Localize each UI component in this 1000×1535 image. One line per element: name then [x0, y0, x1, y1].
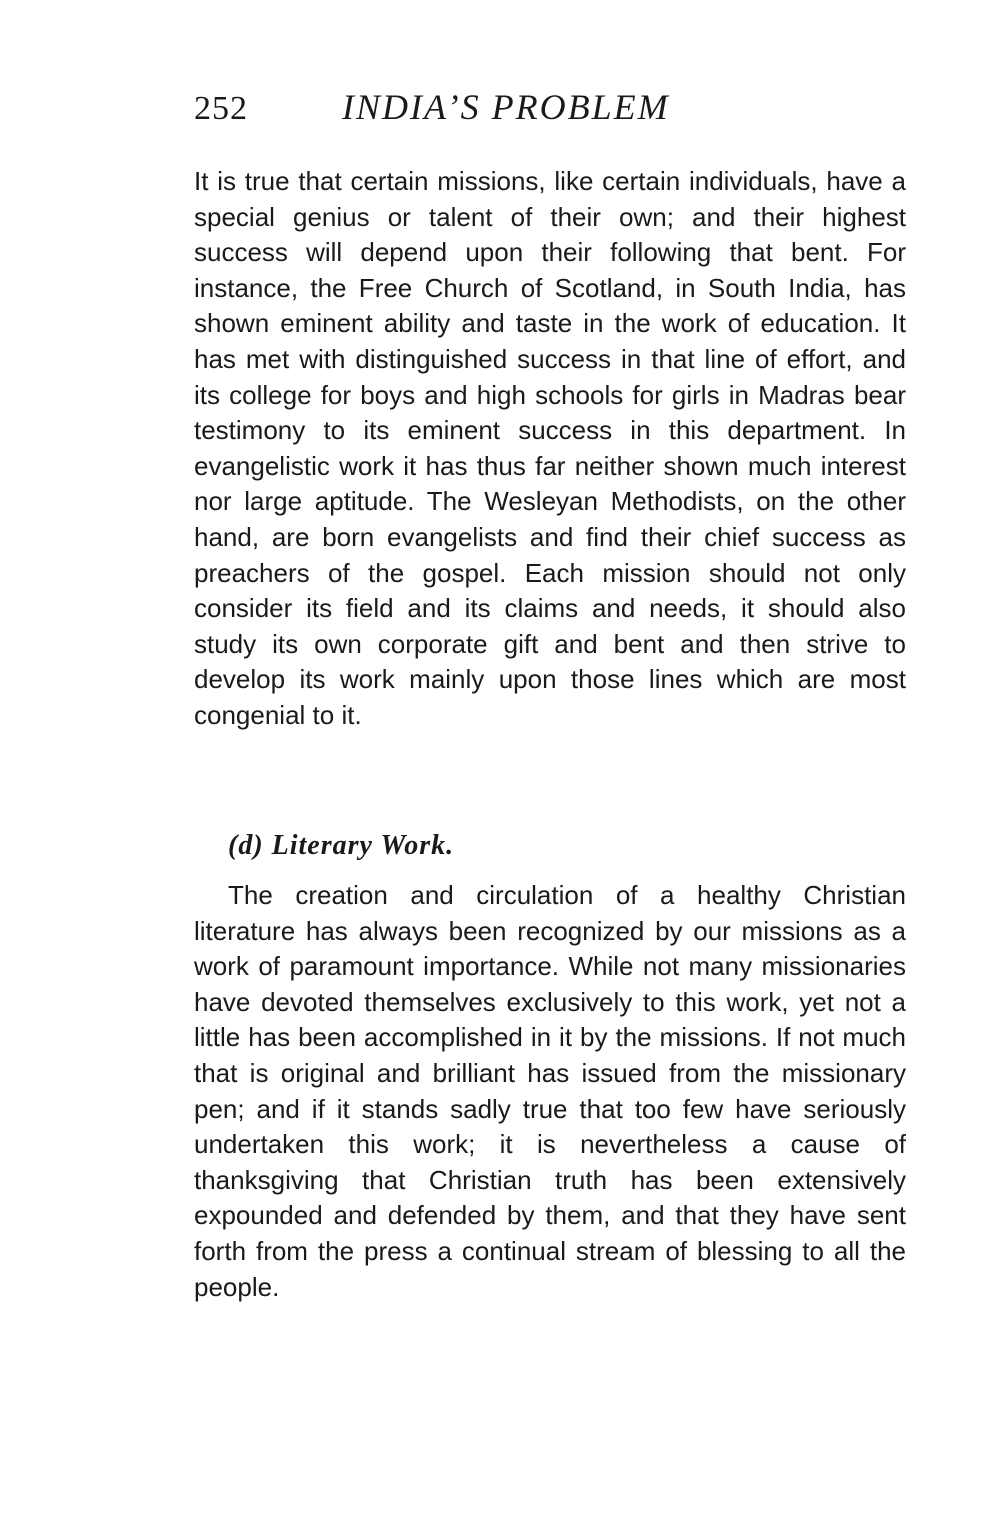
body-paragraph: It is true that certain missions, like certain individuals, have a special genius or talent of their own; and their highest success will depend upon their following that bent. For instance, the Free Church of Scotland, in South India, has shown eminent ability and taste in the work of education. It has met with distinguished success in that line of effort, and its college for boys and high schools for girls in Madras bear testimony to its eminent success in this department. In evangelistic work it has thus far neither shown much interest nor large aptitude. The Wesleyan Methodists, on the other hand, are born evangelists and find their chief success as preachers of the gospel. Each mission should not only consider its field and its claims and needs, it should also study its own corporate gift and bent and then strive to develop its work mainly upon those lines which are most congenial to it.	[194, 166, 906, 730]
running-title: INDIA’S PROBLEM	[342, 87, 670, 127]
page-number: 252	[194, 90, 248, 127]
body-paragraph: The creation and circulation of a healthy Christian literature has always been recognized by our missions as a work of paramount importance. While not many missionaries have devoted themselves exclusively to this work, yet not a little has been accomplished in it by the missions. If not much that is original and brilliant has issued from the missionary pen; and if it stands sadly true that too few have seriously undertaken this work; it is nevertheless a cause of thanksgiving that Christian truth has been extensively expounded and defended by them, and that they have sent forth from the press a continual stream of blessing to all the people.	[194, 880, 906, 1302]
section-heading: (d) Literary Work.	[228, 830, 455, 861]
running-head	[194, 86, 894, 136]
